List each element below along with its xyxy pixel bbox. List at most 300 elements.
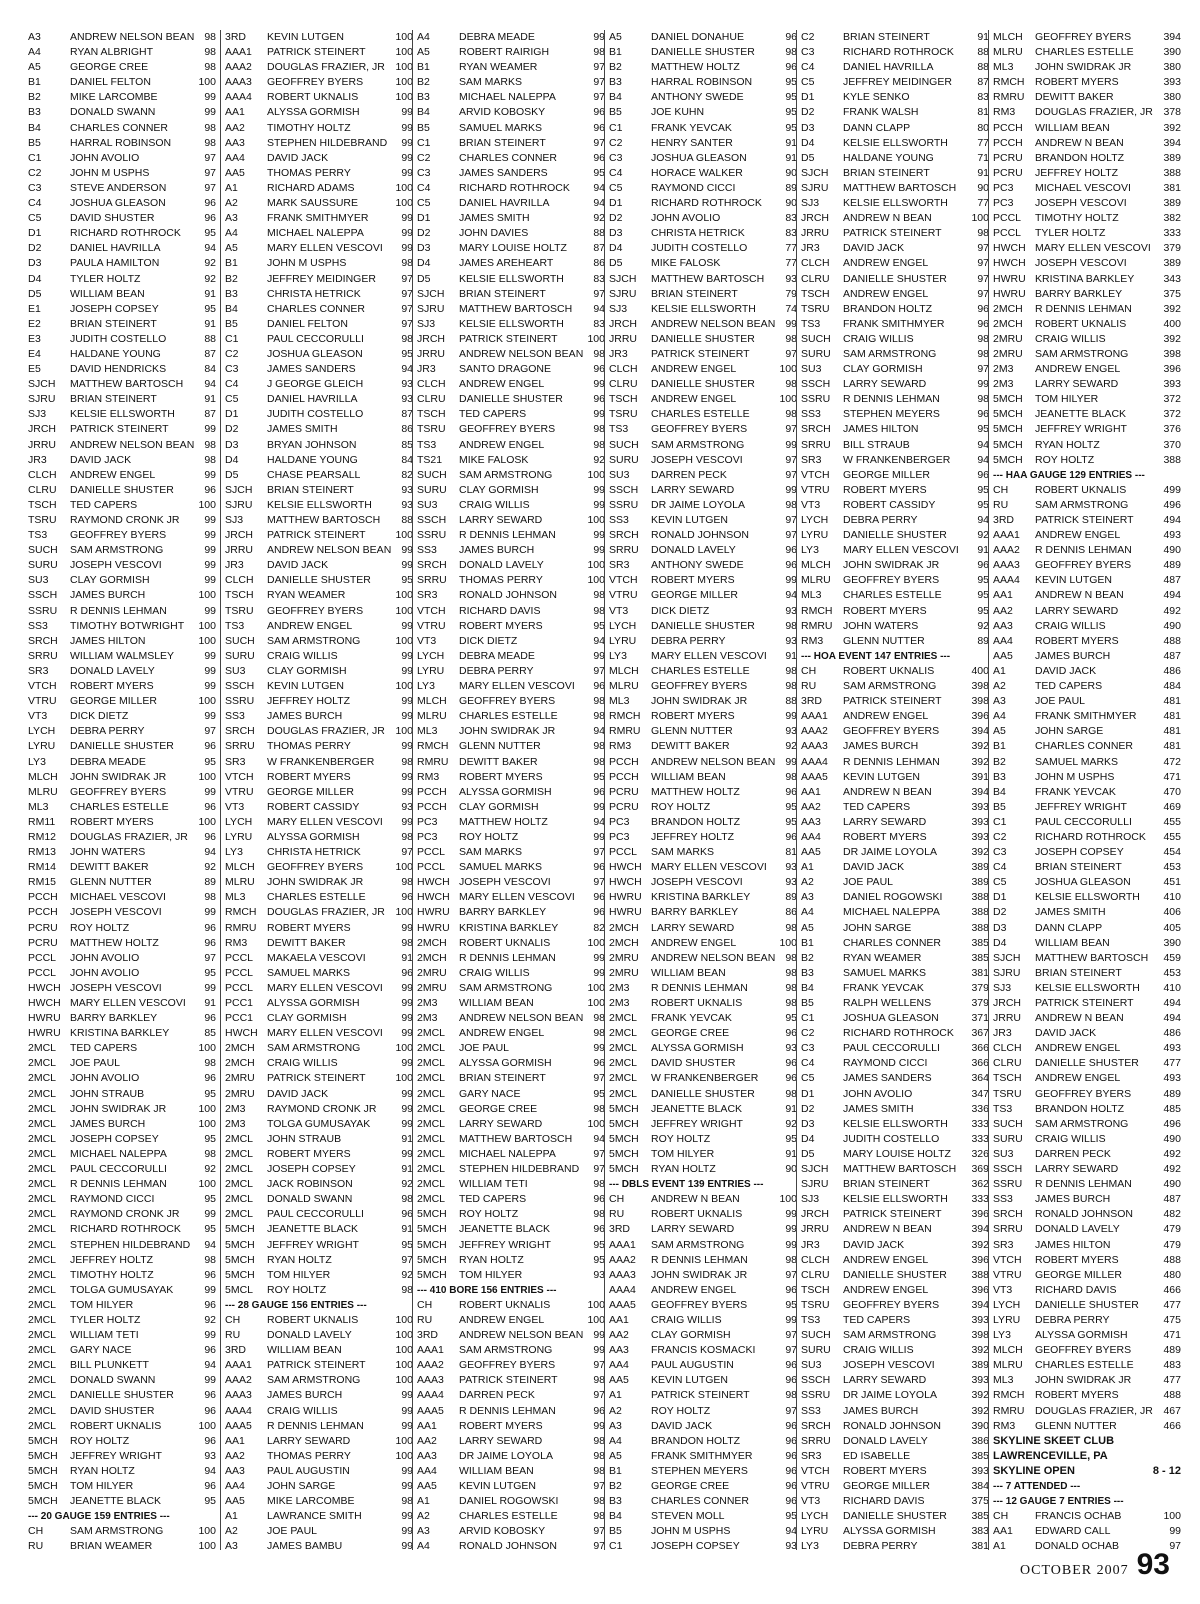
shooter-name: KRISTINA BARKLEY (459, 921, 559, 934)
class-code: AAA2 (225, 61, 252, 74)
shooter-name: ALYSSA GORMISH (267, 106, 360, 119)
score: 95 (785, 121, 797, 134)
result-row (417, 105, 605, 120)
class-code: AA2 (225, 1449, 245, 1462)
result-row (28, 60, 216, 75)
shooter-name: MARY LOUISE HOLTZ (843, 1147, 951, 1160)
score: 97 (977, 363, 989, 376)
shooter-name: BRIAN STEINERT (843, 1178, 930, 1191)
shooter-name: ROY HOLTZ (70, 921, 130, 934)
result-row (801, 483, 989, 498)
result-row (801, 1238, 989, 1253)
score: 99 (204, 106, 216, 119)
score: 95 (401, 574, 413, 587)
result-row (28, 1117, 216, 1132)
class-code: 2MCL (28, 1042, 57, 1055)
shooter-name: GEOFFREY BYERS (1035, 31, 1132, 43)
result-row (609, 1539, 797, 1550)
class-code: A4 (993, 710, 1006, 723)
score: 97 (401, 272, 413, 285)
result-row (993, 317, 1181, 332)
class-code: 5MCH (225, 1238, 255, 1251)
shooter-name: DANIEL HAVRILLA (843, 61, 934, 74)
class-code: 3RD (225, 31, 247, 43)
score: 93 (401, 393, 413, 406)
class-code: TSCH (417, 408, 446, 421)
class-code: AAA2 (993, 544, 1020, 557)
class-code: RMRU (993, 1404, 1025, 1417)
result-row (993, 543, 1181, 558)
class-code: AA4 (225, 151, 245, 164)
result-row (28, 921, 216, 936)
score: 99 (204, 468, 216, 481)
shooter-name: CLAY GORMISH (70, 574, 150, 587)
shooter-name: PATRICK STEINERT (1035, 514, 1134, 526)
class-code: TS3 (801, 1313, 821, 1326)
shooter-name: JEANETTE BLACK (651, 1102, 743, 1115)
score: 99 (401, 1102, 413, 1115)
score: 392 (971, 755, 989, 768)
class-code: A1 (801, 861, 814, 874)
shooter-name: KRISTINA BARKLEY (1035, 272, 1135, 285)
score: 96 (785, 1495, 797, 1508)
result-row (993, 875, 1181, 890)
score: 98 (593, 1027, 605, 1040)
score: 483 (1163, 1359, 1181, 1372)
class-code: AAA5 (801, 770, 828, 783)
shooter-name: ANDREW ENGEL (843, 710, 929, 723)
result-row (417, 332, 605, 347)
result-row (993, 936, 1181, 951)
score: 77 (977, 136, 989, 149)
score: 100 (1163, 1510, 1181, 1523)
score: 96 (785, 544, 797, 557)
score: 85 (401, 438, 413, 451)
class-code: CH (28, 1525, 44, 1538)
score: 92 (204, 1313, 216, 1326)
shooter-name: BARRY BARKLEY (70, 1012, 158, 1025)
shooter-name: MATTHEW HOLTZ (70, 936, 159, 949)
result-row (28, 302, 216, 317)
class-code: B5 (993, 800, 1006, 813)
class-code: A5 (801, 921, 814, 934)
shooter-name: TED CAPERS (459, 408, 527, 421)
score: 496 (1163, 1117, 1181, 1130)
shooter-name: LARRY SEWARD (843, 1374, 927, 1387)
class-code: 2MCL (28, 1193, 57, 1206)
score: 99 (785, 317, 797, 330)
result-row (28, 1419, 216, 1434)
shooter-name: RICHARD ROTHROCK (459, 181, 570, 194)
score: 97 (593, 136, 605, 149)
shooter-name: DR JAIME LOYOLA (651, 498, 745, 511)
class-code: AA4 (225, 1480, 245, 1492)
class-code: D4 (993, 936, 1007, 949)
result-row (225, 1056, 413, 1071)
class-code: SRRU (801, 1434, 831, 1447)
class-code: 2MCL (225, 1132, 254, 1145)
score: 380 (1163, 91, 1181, 104)
class-code: VTCH (417, 604, 446, 617)
class-code: C3 (801, 46, 815, 59)
score: 97 (204, 725, 216, 738)
class-code: VT3 (609, 604, 629, 617)
score: 486 (1163, 664, 1181, 677)
score: 100 (395, 1434, 413, 1447)
shooter-name: GEOFFREY BYERS (651, 423, 748, 436)
shooter-name: JOSEPH VESCOVI (1035, 197, 1127, 210)
result-row (417, 936, 605, 951)
score: 99 (204, 529, 216, 542)
result-row (28, 528, 216, 543)
shooter-name: RONALD JOHNSON (1035, 1208, 1134, 1221)
class-code: C4 (28, 197, 42, 210)
shooter-name: JOHN AVOLIO (651, 212, 721, 225)
score: 99 (785, 483, 797, 496)
shooter-name: JOSHUA GLEASON (267, 347, 363, 360)
shooter-name: ROBERT MYERS (1035, 1253, 1119, 1266)
class-code: AAA1 (609, 1238, 636, 1251)
class-code: RU (993, 498, 1009, 511)
score: 97 (785, 347, 797, 360)
score: 487 (1163, 574, 1181, 587)
shooter-name: TIMOTHY HOLTZ (70, 1268, 154, 1281)
result-row (28, 1087, 216, 1102)
class-code: PCCL (417, 861, 446, 874)
score: 90 (785, 197, 797, 210)
result-row (801, 936, 989, 951)
result-row (609, 256, 797, 271)
shooter-name: CHARLES CONNER (70, 121, 169, 134)
score: 95 (204, 1495, 216, 1508)
result-row (28, 287, 216, 302)
score: 471 (1163, 1329, 1181, 1342)
class-code: AA2 (609, 1329, 629, 1342)
result-row (225, 679, 413, 694)
class-code: CH (993, 1510, 1009, 1523)
class-code: AA4 (609, 1359, 629, 1372)
score: 95 (204, 302, 216, 315)
score: 100 (395, 61, 413, 74)
score: 392 (971, 1238, 989, 1251)
shooter-name: ALYSSA GORMISH (651, 1042, 744, 1055)
score: 97 (204, 151, 216, 164)
class-code: PCRU (28, 936, 58, 949)
shooter-name: STEPHEN HILDEBRAND (70, 1238, 191, 1251)
shooter-name: JEANETTE BLACK (267, 1223, 359, 1236)
class-code: 2MCL (28, 1374, 57, 1387)
shooter-name: ANDREW ENGEL (459, 438, 545, 451)
class-code: MLCH (417, 695, 447, 708)
score: 388 (1163, 166, 1181, 179)
score: 98 (593, 755, 605, 768)
score: 89 (204, 876, 216, 889)
result-row (801, 785, 989, 800)
class-code: SURU (801, 1344, 831, 1357)
score: 96 (401, 891, 413, 904)
shooter-name: JACK ROBINSON (267, 1178, 353, 1191)
shooter-name: DANIEL ROGOWSKI (459, 1495, 559, 1508)
shooter-name: GEORGE CREE (651, 1480, 730, 1492)
score: 94 (593, 197, 605, 210)
score: 97 (593, 1525, 605, 1538)
shooter-name: DEBRA PERRY (1035, 1313, 1110, 1326)
score: 96 (977, 559, 989, 572)
shooter-name: BRIAN STEINERT (1035, 966, 1122, 979)
score: 100 (198, 1117, 216, 1130)
score: 99 (401, 151, 413, 164)
shooter-name: MARY ELLEN VESCOVI (651, 649, 767, 662)
score: 372 (1163, 408, 1181, 421)
result-row (993, 1238, 1181, 1253)
shooter-name: ANDREW ENGEL (1035, 363, 1121, 376)
shooter-name: BRANDON HOLTZ (651, 1434, 741, 1447)
score: 97 (977, 272, 989, 285)
shooter-name: R DENNIS LEHMAN (70, 604, 167, 617)
class-code: TS21 (417, 453, 443, 466)
shooter-name: GEOFFREY BYERS (459, 423, 556, 436)
event-heading: --- 7 ATTENDED --- (993, 1481, 1081, 1492)
score: 96 (977, 468, 989, 481)
shooter-name: ANDREW ENGEL (651, 393, 737, 406)
score: 82 (593, 921, 605, 934)
shooter-name: TIMOTHY HOLTZ (1035, 212, 1119, 225)
score: 92 (977, 529, 989, 542)
score: 392 (1163, 121, 1181, 134)
result-row (225, 105, 413, 120)
class-code: 2MRU (417, 966, 447, 979)
result-row (609, 619, 797, 634)
class-code: A3 (28, 31, 41, 43)
class-code: JRCH (28, 423, 56, 436)
shooter-name: DOUGLAS FRAZIER, JR (267, 906, 385, 919)
class-code: LY3 (28, 755, 46, 768)
result-row (225, 649, 413, 664)
score: 98 (401, 936, 413, 949)
class-code: JR3 (801, 1238, 820, 1251)
result-row (225, 513, 413, 528)
score: 100 (395, 31, 413, 43)
score: 100 (198, 1178, 216, 1191)
result-row (417, 196, 605, 211)
shooter-name: ANDREW ENGEL (459, 1313, 545, 1326)
result-row (417, 377, 605, 392)
score: 490 (1163, 619, 1181, 632)
score: 99 (593, 483, 605, 496)
score: 96 (785, 830, 797, 843)
score: 494 (1163, 997, 1181, 1009)
score: 96 (593, 106, 605, 119)
result-row (417, 30, 605, 45)
result-row (28, 422, 216, 437)
score: 100 (587, 468, 605, 481)
shooter-name: LARRY SEWARD (1035, 1163, 1119, 1176)
class-code: TSCH (801, 1283, 830, 1296)
class-code: PCCH (993, 136, 1023, 149)
score: 99 (401, 106, 413, 119)
score: 86 (785, 906, 797, 919)
result-row (417, 1373, 605, 1388)
result-row (28, 136, 216, 151)
score: 95 (204, 227, 216, 240)
result-row (993, 1117, 1181, 1132)
shooter-name: JUDITH COSTELLO (651, 242, 748, 255)
result-row (609, 785, 797, 800)
result-row (225, 362, 413, 377)
score: 99 (785, 755, 797, 768)
shooter-name: SAM ARMSTRONG (843, 1329, 937, 1342)
class-code: SS3 (801, 408, 821, 421)
class-code: PCCL (28, 951, 57, 964)
result-row (993, 30, 1181, 45)
result-row (609, 558, 797, 573)
score: 98 (204, 121, 216, 134)
score: 99 (401, 921, 413, 934)
class-code: C5 (225, 393, 239, 406)
score: 482 (1163, 1208, 1181, 1221)
class-code: 2MCL (417, 1163, 446, 1176)
score: 98 (593, 740, 605, 753)
shooter-name: PAUL CECCORULLI (843, 1042, 940, 1055)
score: 492 (1163, 604, 1181, 617)
shooter-name: JEANETTE BLACK (459, 1223, 551, 1236)
result-row (417, 1192, 605, 1207)
result-row (609, 377, 797, 392)
shooter-name: RICHARD DAVIS (459, 604, 541, 617)
shooter-name: GEOFFREY BYERS (1035, 1087, 1132, 1100)
result-row (28, 860, 216, 875)
shooter-name: MATTHEW HOLTZ (459, 815, 548, 828)
score: 100 (198, 619, 216, 632)
shooter-name: JOHN SARGE (1035, 725, 1104, 738)
shooter-name: CHARLES ESTELLE (651, 664, 750, 677)
result-row (801, 30, 989, 45)
result-row (993, 272, 1181, 287)
score: 96 (977, 302, 989, 315)
class-code: C1 (993, 815, 1007, 828)
score: 98 (785, 498, 797, 511)
score: 98 (593, 1464, 605, 1477)
class-code: RMRU (417, 755, 449, 768)
result-row (417, 770, 605, 785)
result-row (801, 1539, 989, 1550)
class-code: 5MCH (609, 1147, 639, 1160)
result-row (28, 1328, 216, 1343)
result-row (417, 588, 605, 603)
score: 91 (401, 951, 413, 964)
shooter-name: CRAIG WILLIS (267, 1404, 338, 1417)
class-code: AAA5 (417, 1404, 444, 1417)
class-code: 2MCL (28, 1208, 57, 1221)
score: 98 (593, 695, 605, 708)
class-code: SJRU (417, 302, 445, 315)
shooter-name: BRIAN STEINERT (70, 393, 157, 406)
class-code: 2MCL (28, 1298, 57, 1311)
class-code: D2 (28, 242, 42, 255)
score: 96 (204, 212, 216, 225)
shooter-name: TOM HILYER (70, 1480, 134, 1492)
class-code: D3 (609, 227, 623, 240)
class-code: D1 (801, 91, 815, 104)
result-row (801, 1087, 989, 1102)
score: 481 (1163, 710, 1181, 723)
class-code: HWCH (417, 876, 450, 889)
score: 95 (977, 483, 989, 496)
score: 98 (401, 1193, 413, 1206)
shooter-name: DONALD LAVELY (843, 1434, 928, 1447)
result-row (417, 362, 605, 377)
class-code: SJCH (609, 272, 637, 285)
result-row (417, 996, 605, 1011)
result-row (993, 1373, 1181, 1388)
score: 92 (593, 212, 605, 225)
shooter-name: STEPHEN HILDEBRAND (459, 1163, 580, 1176)
shooter-name: RICHARD ROTHROCK (843, 46, 954, 59)
score: 99 (204, 906, 216, 919)
class-code: JRRU (993, 1012, 1021, 1025)
shooter-name: ROBERT MYERS (1035, 76, 1119, 89)
shooter-name: DEBRA PERRY (843, 514, 918, 526)
shooter-name: R DENNIS LEHMAN (651, 1253, 748, 1266)
class-code: JRRU (801, 227, 829, 240)
shooter-name: CHARLES ESTELLE (1035, 1359, 1134, 1372)
score: 92 (204, 861, 216, 874)
class-code: CLCH (993, 1042, 1022, 1055)
class-code: HWCH (28, 981, 61, 994)
result-row (609, 1388, 797, 1403)
result-row (609, 1011, 797, 1026)
class-code: CLCH (801, 257, 830, 270)
result-row (609, 181, 797, 196)
result-row (801, 75, 989, 90)
shooter-name: KRISTINA BARKLEY (70, 1027, 170, 1040)
score: 97 (785, 514, 797, 526)
result-row (609, 528, 797, 543)
score: 99 (204, 1329, 216, 1342)
score: 99 (593, 649, 605, 662)
result-row (609, 75, 797, 90)
score: 93 (401, 498, 413, 511)
class-code: PCCL (28, 966, 57, 979)
class-code: JRCH (417, 332, 445, 345)
result-row (609, 573, 797, 588)
score: 94 (593, 1132, 605, 1145)
score: 489 (1163, 559, 1181, 572)
class-code: TSRU (28, 514, 57, 526)
result-row (801, 996, 989, 1011)
shooter-name: ANDREW ENGEL (459, 378, 545, 391)
result-row (417, 1132, 605, 1147)
shooter-name: RYAN WEAMER (267, 589, 346, 602)
result-row (609, 845, 797, 860)
result-row (801, 453, 989, 468)
shooter-name: MATTHEW BARTOSCH (459, 1132, 573, 1145)
result-row (28, 573, 216, 588)
score: 490 (1163, 1132, 1181, 1145)
result-row (609, 362, 797, 377)
score: 379 (971, 997, 989, 1009)
result-row (225, 1509, 413, 1524)
class-code: JRRU (801, 1223, 829, 1236)
class-code: SS3 (417, 544, 437, 557)
result-row (417, 121, 605, 136)
score: 99 (785, 1313, 797, 1326)
class-code: LYCH (225, 815, 253, 828)
result-row (225, 1238, 413, 1253)
score: 100 (395, 680, 413, 693)
class-code: SRRU (225, 740, 255, 753)
score: 333 (971, 1132, 989, 1145)
